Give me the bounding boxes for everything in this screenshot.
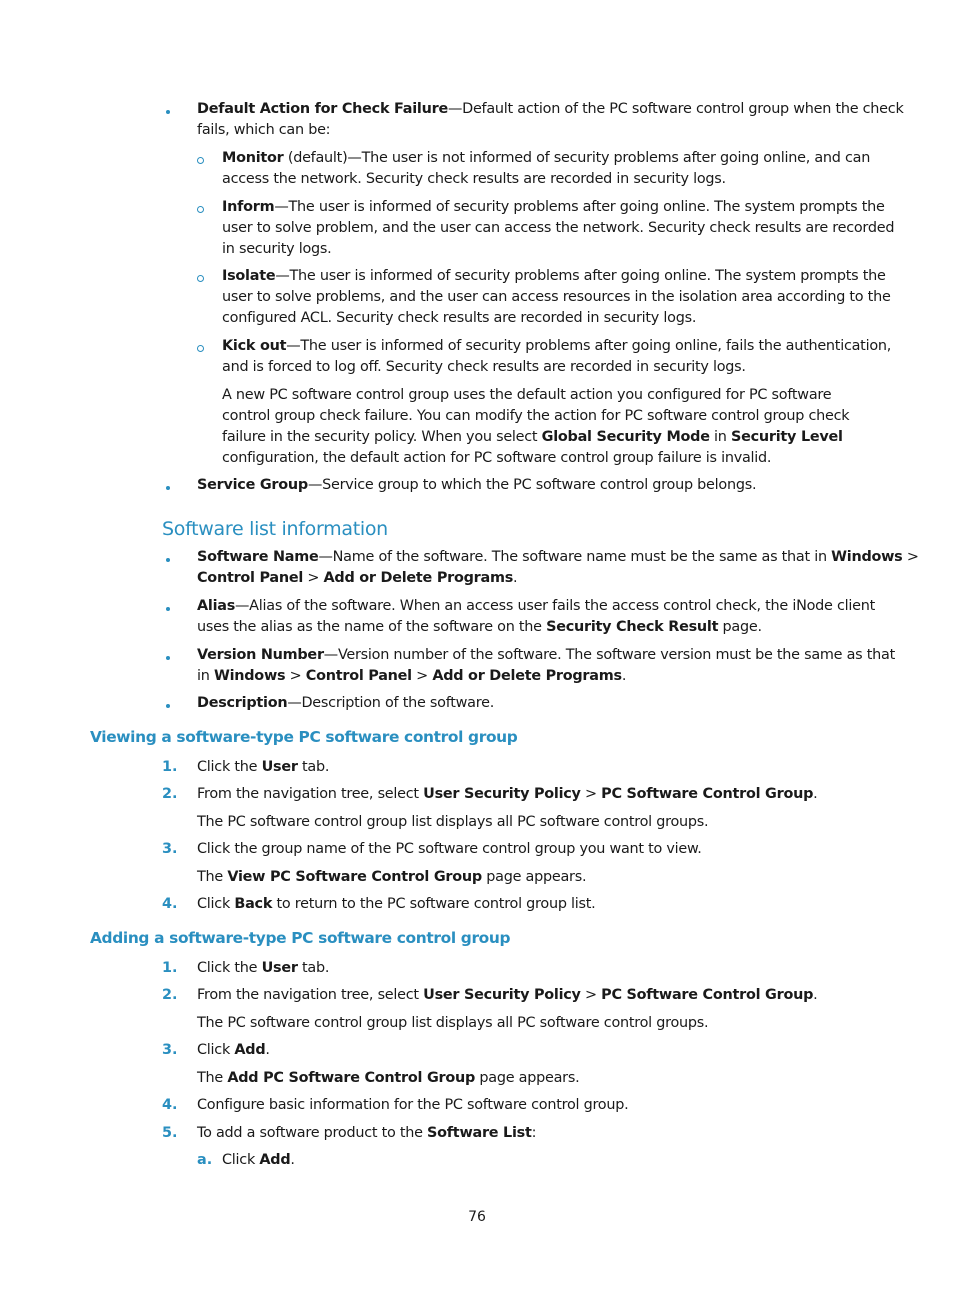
- text-run: to return to the PC software control group list.: [272, 896, 596, 912]
- text-run: and is forced to log off. Security check results are recorded in security logs.: [222, 359, 746, 375]
- bold-term: Windows: [831, 549, 903, 565]
- bold-term: PC Software Control Group: [601, 987, 814, 1003]
- text-run: From the navigation tree, select: [197, 786, 424, 802]
- text-line: [222, 448, 771, 469]
- text-line: [197, 475, 756, 496]
- text-line: [222, 308, 696, 329]
- text-line: [222, 239, 331, 260]
- bold-term: User Security Policy: [423, 786, 581, 802]
- text-line: [197, 1040, 270, 1061]
- text-run: control group check failure. You can modify the action for PC software control group check: [222, 408, 850, 424]
- text-line: [222, 287, 891, 308]
- bold-term: Back: [234, 896, 273, 912]
- text-line: [197, 867, 586, 888]
- text-run: To add a software product to the: [197, 1125, 428, 1141]
- text-line: [197, 99, 904, 120]
- circle-bullet-icon: [197, 275, 204, 282]
- bold-term: Add or Delete Programs: [323, 570, 514, 586]
- bold-term: User: [261, 759, 298, 775]
- page-number: 76: [468, 1209, 486, 1225]
- text-line: [222, 148, 870, 169]
- text-run: Click the group name of the PC software control group you want to view.: [197, 841, 702, 857]
- text-run: Click the: [197, 759, 262, 775]
- step-number: 2.: [162, 987, 178, 1003]
- text-run: .: [290, 1152, 295, 1168]
- bold-term: Isolate: [222, 268, 276, 284]
- text-line: [197, 1068, 579, 1089]
- bold-term: View PC Software Control Group: [227, 869, 482, 885]
- text-run: page appears.: [481, 869, 587, 885]
- bold-term: Security Check Result: [546, 619, 719, 635]
- text-run: Click the: [197, 960, 262, 976]
- text-line: [197, 568, 517, 589]
- text-run: A new PC software control group uses the default action you configured for PC software: [222, 387, 832, 403]
- bold-term: Add: [234, 1042, 266, 1058]
- bullet-icon: [166, 704, 170, 708]
- text-run: page.: [718, 619, 762, 635]
- text-line: [222, 427, 843, 448]
- text-run: tab.: [297, 759, 330, 775]
- text-run: Configure basic information for the PC software control group.: [197, 1097, 629, 1113]
- step-number: 5.: [162, 1125, 178, 1141]
- step-number: 1.: [162, 759, 178, 775]
- text-run: The PC software control group list displays all PC software control groups.: [197, 814, 709, 830]
- text-line: [197, 693, 494, 714]
- text-run: —Description of the software.: [287, 695, 495, 711]
- text-run: —Name of the software. The software name must be the same as that in: [318, 549, 832, 565]
- text-run: user to solve problem, and the user can access the network. Security check results are recorded: [222, 220, 895, 236]
- bold-term: Default Action for Check Failure: [197, 101, 448, 117]
- text-run: in security logs.: [222, 241, 332, 257]
- text-line: [197, 757, 329, 778]
- text-run: The: [197, 869, 228, 885]
- text-run: —Version number of the software. The software version must be the same as that: [323, 647, 895, 663]
- circle-bullet-icon: [197, 157, 204, 164]
- text-run: —The user is informed of security problems after going online. The system prompts the: [275, 268, 886, 284]
- bold-term: Monitor: [222, 150, 284, 166]
- text-line: [222, 406, 849, 427]
- text-run: .: [621, 668, 627, 684]
- text-run: uses the alias as the name of the software on the: [197, 619, 547, 635]
- text-run: —The user is informed of security problems after going online. The system prompts the: [274, 199, 885, 215]
- text-run: .: [813, 987, 818, 1003]
- step-number: 4.: [162, 1097, 178, 1113]
- text-run: fails, which can be:: [197, 122, 331, 138]
- text-line: [197, 547, 919, 568]
- step-number: 3.: [162, 841, 178, 857]
- text-line: [197, 958, 329, 979]
- text-line: [222, 197, 885, 218]
- circle-bullet-icon: [197, 206, 204, 213]
- text-run: >: [902, 549, 919, 565]
- step-number: 2.: [162, 786, 178, 802]
- bold-term: User Security Policy: [423, 987, 581, 1003]
- bold-term: Software List: [427, 1125, 532, 1141]
- bullet-icon: [166, 558, 170, 562]
- software-list-heading: Software list information: [162, 518, 388, 540]
- bold-term: PC Software Control Group: [601, 786, 814, 802]
- bold-term: Description: [197, 695, 288, 711]
- circle-bullet-icon: [197, 345, 204, 352]
- text-line: [197, 812, 708, 833]
- text-line: [222, 385, 831, 406]
- bold-term: User: [261, 960, 298, 976]
- text-run: >: [580, 786, 602, 802]
- text-run: The: [197, 1070, 228, 1086]
- viewing-heading: Viewing a software-type PC software control group: [90, 728, 518, 746]
- text-run: —Alias of the software. When an access user fails the access control check, the iNode client: [235, 598, 875, 614]
- text-line: [197, 784, 817, 805]
- text-line: [222, 218, 894, 239]
- text-run: >: [303, 570, 324, 586]
- text-run: Click: [197, 1042, 235, 1058]
- text-line: [197, 666, 626, 687]
- text-run: in: [709, 429, 731, 445]
- text-run: in: [197, 668, 214, 684]
- bold-term: Control Panel: [197, 570, 304, 586]
- text-line: [197, 1013, 708, 1034]
- text-line: [197, 645, 895, 666]
- bold-term: Software Name: [197, 549, 319, 565]
- bold-term: Add or Delete Programs: [432, 668, 622, 684]
- text-run: >: [285, 668, 306, 684]
- step-number: 4.: [162, 896, 178, 912]
- text-line: [197, 894, 596, 915]
- bullet-icon: [166, 656, 170, 660]
- text-line: [197, 985, 817, 1006]
- bold-term: Alias: [197, 598, 236, 614]
- text-run: Click: [222, 1152, 260, 1168]
- text-run: failure in the security policy. When you select: [222, 429, 542, 445]
- bold-term: Service Group: [197, 477, 308, 493]
- bullet-icon: [166, 486, 170, 490]
- substep-letter: a.: [197, 1152, 213, 1168]
- text-line: [222, 266, 886, 287]
- text-line: [222, 1150, 295, 1171]
- text-run: From the navigation tree, select: [197, 987, 424, 1003]
- bold-term: Add PC Software Control Group: [227, 1070, 476, 1086]
- text-run: >: [411, 668, 433, 684]
- text-line: [222, 169, 726, 190]
- text-run: —Service group to which the PC software control group belongs.: [307, 477, 757, 493]
- text-run: tab.: [297, 960, 330, 976]
- bold-term: Inform: [222, 199, 275, 215]
- bold-term: Add: [259, 1152, 291, 1168]
- bold-term: Security Level: [731, 429, 843, 445]
- text-run: —The user is informed of security problems after going online, fails the authentication,: [286, 338, 892, 354]
- text-run: (default)—The user is not informed of security problems after going online, and can: [283, 150, 871, 166]
- text-run: configured ACL. Security check results are recorded in security logs.: [222, 310, 697, 326]
- text-line: [197, 617, 762, 638]
- text-line: [197, 596, 875, 617]
- text-line: [222, 357, 746, 378]
- adding-heading: Adding a software-type PC software control group: [90, 929, 511, 947]
- text-line: [197, 839, 702, 860]
- text-run: —Default action of the PC software control group when the check: [447, 101, 904, 117]
- text-run: user to solve problems, and the user can access resources in the isolation area according to the: [222, 289, 891, 305]
- text-run: access the network. Security check results are recorded in security logs.: [222, 171, 726, 187]
- text-line: [197, 120, 330, 141]
- text-run: .: [813, 786, 818, 802]
- text-run: .: [513, 570, 518, 586]
- bold-term: Control Panel: [305, 668, 412, 684]
- bold-term: Version Number: [197, 647, 324, 663]
- bold-term: Global Security Mode: [541, 429, 710, 445]
- text-run: page appears.: [475, 1070, 580, 1086]
- bold-term: Kick out: [222, 338, 287, 354]
- text-line: [197, 1095, 628, 1116]
- text-run: >: [580, 987, 602, 1003]
- text-run: :: [531, 1125, 537, 1141]
- text-run: .: [265, 1042, 270, 1058]
- step-number: 3.: [162, 1042, 178, 1058]
- step-number: 1.: [162, 960, 178, 976]
- text-run: Click: [197, 896, 235, 912]
- text-line: [222, 336, 891, 357]
- text-run: The PC software control group list displays all PC software control groups.: [197, 1015, 709, 1031]
- bullet-icon: [166, 607, 170, 611]
- bullet-icon: [166, 110, 170, 114]
- text-run: configuration, the default action for PC software control group failure is invalid.: [222, 450, 772, 466]
- text-line: [197, 1123, 536, 1144]
- bold-term: Windows: [213, 668, 286, 684]
